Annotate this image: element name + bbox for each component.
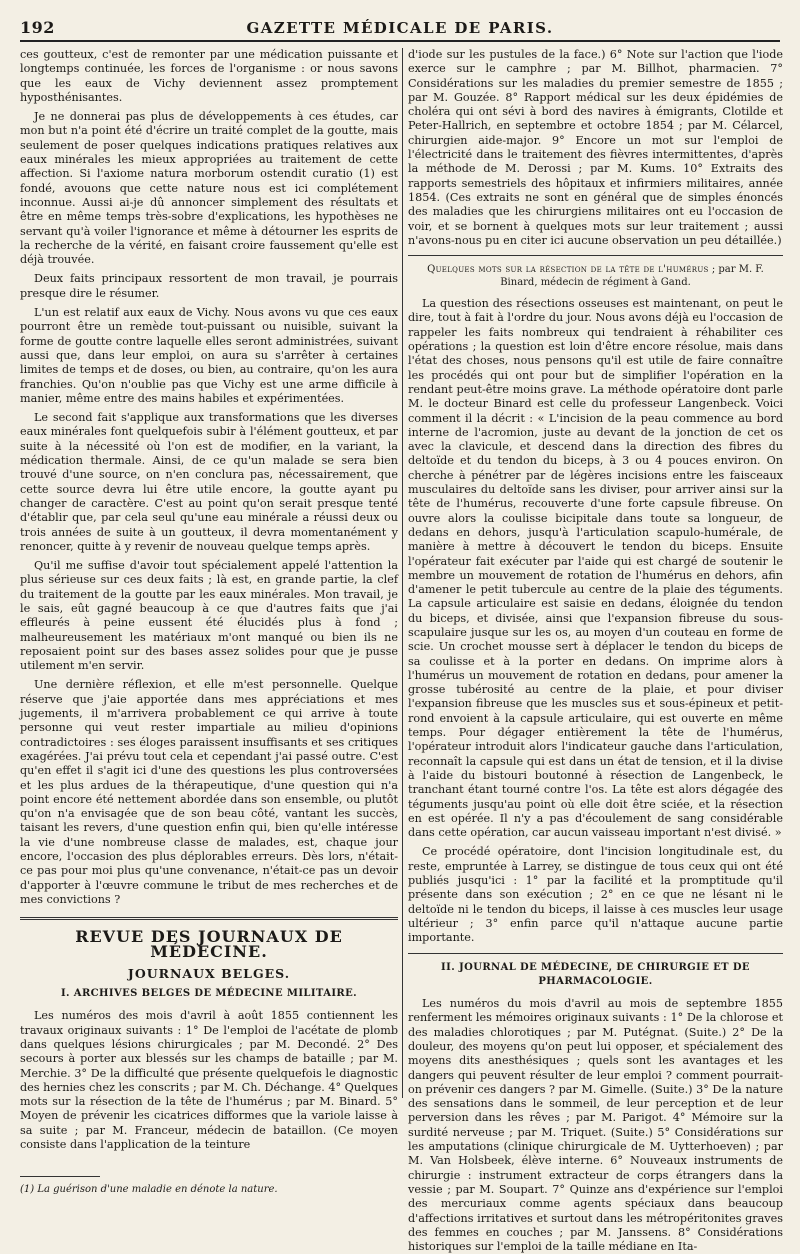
paragraph: Je ne donnerai pas plus de développements à ces études, car mon but n'a point été d'écrire un traité complet de la goutte, mais seulement de poser quelques indications pratiques relatives aux eaux minérales les mieux appropriées au traitement de cette affection. Si l'axiome natura morborum ostendit curatio (1) est fondé, avouons que cette nature nous est ici complétement inconnue. Aussi ai-je dû annoncer simplement des résultats et être en même temps très-sobre d'explications, les hypothèses ne servant qu'à voiler l'ignorance et même à détourner les esprits de la recherche de la vérité, en faisant croire faussement qu'elle est déjà trouvée. <box>20 110 398 267</box>
article-title-main: Quelques mots sur la résection de la tête de l'humérus <box>427 264 709 276</box>
paragraph: Les numéros du mois d'avril au mois de septembre 1855 renferment les mémoires originaux suivants : 1° De la chlorose et des maladies chlorotiques ; par M. Putégnat. (Suite.) 2° De la douleur, des moyens qu'on peut lui opposer, et spécialement des moyens dits anesthésiques ; quels sont les avantages et les dangers qui peuvent résulter de leur emploi ? comment pourrait-on prévenir ces dangers ? par M. Gimelle. (Suite.) 3° De la nature des sensations dans le sommeil, de leur perception et de leur perversion dans les rêves ; par M. Parigot. 4° Mémoire sur la surdité nerveuse ; par M. Triquet. (Suite.) 5° Considérations sur les amputations (clinique chirurgicale de M. Uytterhoeven) ; par M. Van Holsbeek, élève interne. 6° Nouveaux instruments de chirurgie : instrument extracteur de corps étrangers dans la vessie ; par M. Soupart. 7° Quinze ans d'expérience sur l'emploi des mercuriaux comme agents spéciaux dans beaucoup d'affections irritatives et surtout dans les métropéritonites graves des femmes en couches ; par M. Janssens. 8° Considérations historiques sur l'emploi de la taille médiane en Ita- <box>408 997 783 1254</box>
paragraph: L'un est relatif aux eaux de Vichy. Nous avons vu que ces eaux pourront être un remède tout-puissant ou nuisible, suivant la forme de goutte contre laquelle elles seront administrées, suivant aussi que, dans leur emploi, on aura su s'arrêter à certaines limites de temps et de doses, ou bien, au contraire, qu'on les aura franchies. Qu'on n'oublie pas que Vichy est une arme difficile à manier, même entre des mains habiles et expérimentées. <box>20 306 398 405</box>
article-divider <box>408 953 783 954</box>
paragraph: d'iode sur les pustules de la face.) 6° Note sur l'action que l'iode exerce sur le camphre ; par M. Billhot, pharmacien. 7° Considérations sur les maladies du premier semestre de 1855 ; par M. Gouzée. 8° Rapport médical sur les deux épidémies de choléra qui ont sévi à bord des navires à émigrants, Clotilde et Peter-Hallrich, en septembre et octobre 1854 ; par M. Célarcel, chirurgien aide-major. 9° Encore un mot sur l'emploi de l'électricité dans le traitement des fièvres intermittentes, d'après la méthode de M. Derossi ; par M. Kums. 10° Extraits des rapports semestriels des hôpitaux et infirmiers militaires, année 1854. (Ces extraits ne sont en général que de simples énoncés des maladies que les chirurgiens militaires ont eu l'occasion de voir, et se bornent à quelques mots sur leur traitement ; aussi n'avons-nous pu en citer ici aucune observation un peu détaillée.) <box>408 48 783 247</box>
column-rule <box>402 48 403 1098</box>
running-header <box>20 14 780 42</box>
paragraph: Deux faits principaux ressortent de mon travail, je pourrais presque dire le résumer. <box>20 272 398 300</box>
page-number: 192 <box>20 18 55 37</box>
paragraph: Qu'il me suffise d'avoir tout spécialement appelé l'attention la plus sérieuse sur ces deux faits ; là est, en grande partie, la clef du traitement de la goutte par les eaux minérales. Mon travail, je le sais, eût gagné beaucoup à ce que d'autres faits que j'ai effleurés à peine eussent été élucidés plus à fond ; malheureusement les matériaux m'ont manqué ou bien ils ne reposaient point sur des bases assez solides pour que je pusse utilement m'en servir. <box>20 559 398 673</box>
footnote: (1) La guérison d'une maladie en dénote la nature. <box>20 1184 278 1196</box>
paragraph: Les numéros des mois d'avril à août 1855 contiennent les travaux originaux suivants : 1° De l'emploi de l'acétate de plomb dans quelques lésions chirurgicales ; par M. Decondé. 2° Des secours à porter aux blessés sur les champs de bataille ; par M. Merchie. 3° De la difficulté que présente quelquefois le diagnostic des hernies chez les conscrits ; par M. Ch. Déchange. 4° Quelques mots sur la résection de la tête de l'humérus ; par M. Binard. 5° Moyen de prévenir les cicatrices difformes que la variole laisse à sa suite ; par M. Franceur, médecin de bataillon. (Ce moyen consiste dans l'application de la teinture <box>20 1009 398 1152</box>
section-divider <box>20 917 398 920</box>
subsection-title: JOURNAUX BELGES. <box>127 965 291 981</box>
paragraph: Le second fait s'applique aux transformations que les diverses eaux minérales font quelquefois subir à l'élément goutteux, et par suite à la nécessité où l'on est de modifier, en la variant, la médication thermale. Ainsi, de ce qu'un malade se sera bien trouvé d'une source, on n'en conclura pas, nécessairement, que cette source devra lui être utile encore, la goutte ayant pu changer de caractère. C'est au point qu'on serait presque tenté d'établir que, par cela seul qu'une eau minérale a réussi deux ou trois années de suite à un goutteux, il devra momentanément y renoncer, quitte à y revenir de nouveau quelque temps après. <box>20 411 398 553</box>
journal-title: II. JOURNAL DE MÉDECINE, DE CHIRURGIE ET DE PHARMACOLOGIE. <box>441 961 750 987</box>
paragraph: La question des résections osseuses est maintenant, on peut le dire, tout à fait à l'ordre du jour. Nous avons déjà eu l'occasion de rappeler les faits nombreux qui tendraient à réhabiliter ces opérations ; la question est loin d'être encore résolue, mais dans l'état des choses, nous pensons qu'il est utile de faire connaître les procédés qui ont pour but de simplifier l'opération en la rendant peut-être moins grave. La méthode opératoire dont parle M. le docteur Binard est celle du professeur Langenbeck. Voici comment il la décrit : « L'incision de la peau commence au bord interne de l'acromion, juste au devant de la jonction de cet os avec la clavicule, et descend dans la direction des fibres du deltoïde et du tendon du biceps, à 3 ou 4 pouces environ. On cherche à pénétrer par de légères incisions entre les faisceaux musculaires du deltoïde sans les diviser, pour arriver ainsi sur la tête de l'humérus, recouverte d'une forte capsule fibreuse. On ouvre alors la coulisse bicipitale dans toute sa longueur, de dedans en dehors, jusqu'à l'articulation scapulo-humérale, de manière à mettre à découvert le tendon du biceps. Ensuite l'opérateur fait exécuter par l'aide qui est chargé de soutenir le membre un mouvement de rotation de l'humérus en dehors, afin d'amener le petit tubercule au centre de la plaie des téguments. La capsule articulaire est saisie en dedans, éloignée du tendon du biceps, et divisée, ainsi que l'expansion fibreuse du sous-scapulaire jusque sur les os, au moyen d'un couteau en forme de scie. Un crochet mousse sert à déplacer le tendon du biceps de sa coulisse et à la porter en dedans. On imprime alors à l'humérus un mouvement de rotation en dedans, pour amener la grosse tubérosité au centre de la plaie, et pour diviser l'expansion fibreuse que les muscles sus et sous-épineux et petit-rond envoient à la capsule articulaire, qui est ouverte en même temps. Pour dégager entièrement la tête de l'humérus, l'opérateur introduit alors l'indicateur gauche dans l'articulation, reconnaît la capsule qui est dans un état de tension, et il la divise à l'aide du bistouri boutonné à résection de Langenbeck, le tranchant étant tourné contre l'os. La tête est alors dégagée des téguments jusqu'au point où elle doit être sciée, et la résection en est opérée. Il n'y a pas d'écoulement de sang considérable dans cette opération, car aucun vaisseau important n'est divisé. » <box>408 297 783 840</box>
paragraph: Ce procédé opératoire, dont l'incision longitudinale est, du reste, empruntée à Larrey, se distingue de tous ceux qui ont été publiés jusqu'ici : 1° par la facilité et la promptitude qu'il présente dans son exécution ; 2° en ce que ne lésant ni le deltoïde ni le tendon du biceps, il laisse à ces muscles leur usage ultérieur ; 3° enfin parce qu'il n'attaque aucune partie importante. <box>408 845 783 945</box>
section-title: REVUE DES JOURNAUX DE MÉDECINE. <box>75 927 343 961</box>
paragraph: ces goutteux, c'est de remonter par une médication puissante et longtemps continuée, les forces de l'organisme : or nous savons que les eaux de Vichy deviennent assez promptement hyposthénisantes. <box>20 48 398 104</box>
journal-title: I. ARCHIVES BELGES DE MÉDECINE MILITAIRE. <box>60 988 358 1000</box>
article-divider <box>408 255 783 256</box>
running-title: GAZETTE MÉDICALE DE PARIS. <box>246 19 554 37</box>
right-column <box>408 48 783 1254</box>
article-title <box>408 263 783 289</box>
article-title-author: ; par M. F. Binard, médecin de régiment à Gand. <box>500 264 764 289</box>
paragraph: Une dernière réflexion, et elle m'est personnelle. Quelque réserve que j'aie apportée dans mes appréciations et mes jugements, il m'arrivera probablement ce qui arrive à toute personne qui veut rester impartiale au milieu d'opinions contradictoires : ses éloges paraissent insuffisants et ses critiques exagérées. J'ai prévu tout cela et cependant j'ai passé outre. C'est qu'en effet il s'agit ici d'une des questions les plus controversées et les plus ardues de la thérapeutique, d'une question qui n'a point encore été nettement abordée dans son ensemble, ou plutôt qu'on n'a envisagée que de son beau côté, vantant les succès, taisant les revers, d'une question enfin qui, bien qu'elle intéresse la vie d'une nombreuse classe de malades, est, chaque jour encore, l'occasion des plus déplorables erreurs. Dès lors, n'était-ce pas pour moi plus qu'une convenance, n'était-ce pas un devoir d'apporter à l'œuvre commune le tribut de mes recherches et de mes convictions ? <box>20 678 398 906</box>
footnote-divider <box>20 1176 100 1177</box>
left-column <box>20 48 398 1196</box>
